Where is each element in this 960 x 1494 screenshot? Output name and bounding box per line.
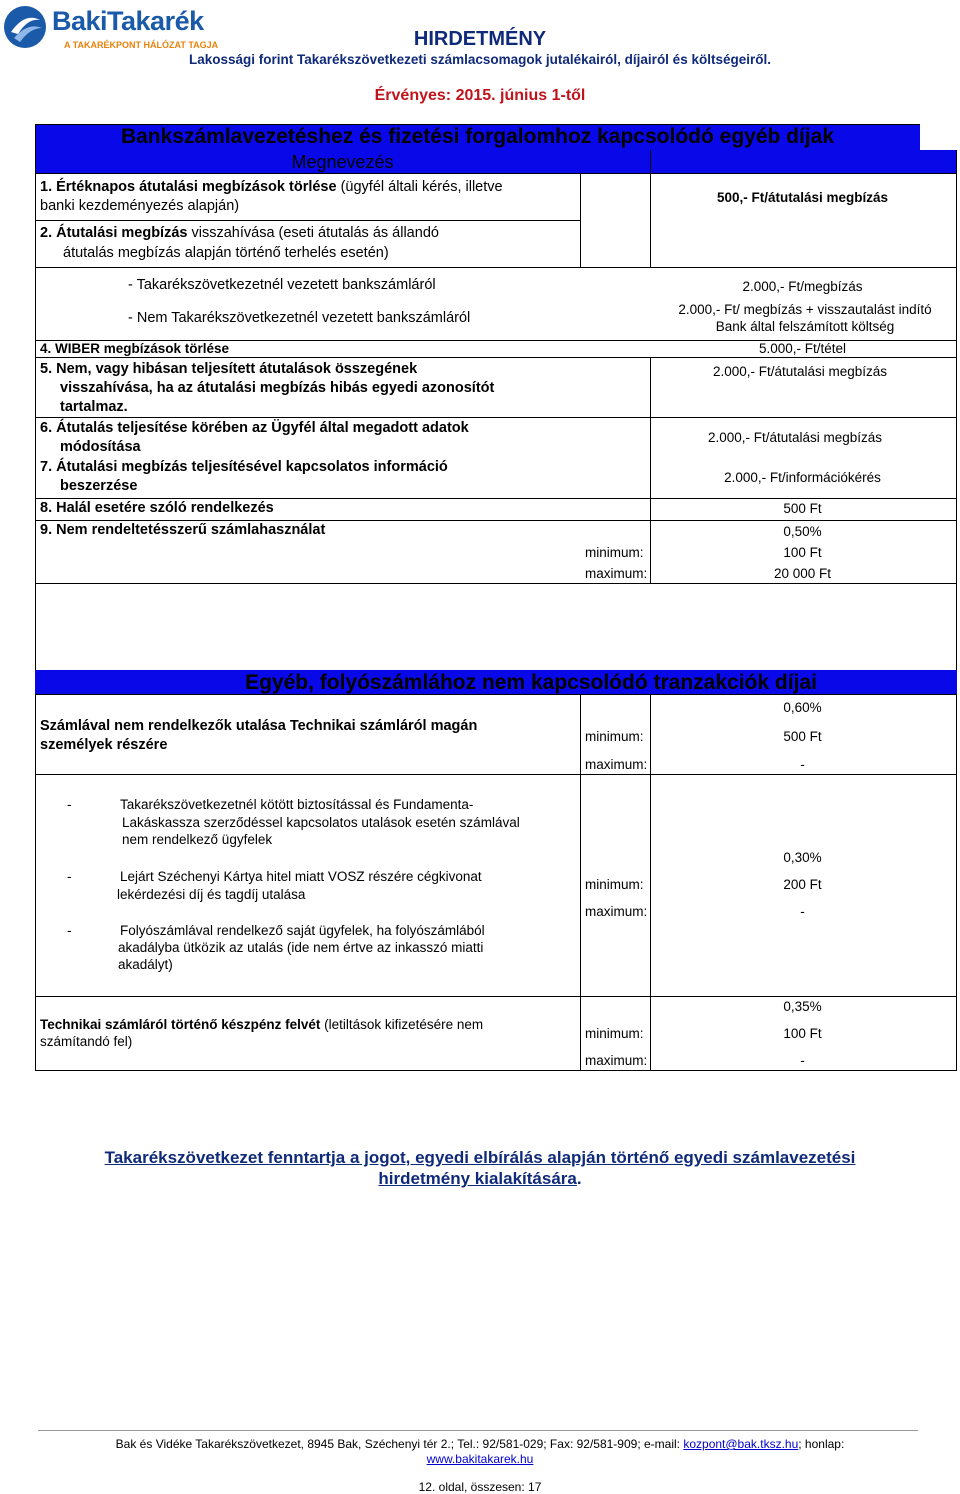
logo-tagline: A TAKARÉKPONT HÁLÓZAT TAGJA — [64, 40, 219, 50]
transaction-b-item-1-2: Lakáskassza szerződéssel kapcsolatos utalások esetén számlával — [122, 815, 520, 830]
page-title: HIRDETMÉNY — [413, 28, 547, 50]
transaction-a-max-label: maximum: — [585, 757, 648, 772]
transaction-b-min-label: minimum: — [585, 877, 644, 892]
transaction-a-min: 500 Ft — [783, 729, 822, 744]
page-number: 12. oldal, összesen: 17 — [418, 1480, 542, 1494]
column-header-name: Megnevezés — [35, 150, 650, 173]
divider — [35, 1070, 957, 1071]
divider — [35, 124, 920, 125]
transaction-c-min-label: minimum: — [585, 1026, 644, 1041]
transaction-a-max: - — [800, 757, 805, 772]
fee-row-2-desc: visszahívása (eseti átutalás ás állandó — [191, 225, 439, 241]
transaction-c-desc-2: számítandó fel) — [40, 1034, 133, 1049]
fee-row-8-title: 8. Halál esetére szóló rendelkezés — [40, 500, 274, 516]
transaction-b-item-3: Folyószámlával rendelkező saját ügyfelek, ha folyószámlából — [120, 923, 485, 938]
transaction-b-item-1: Takarékszövetkezetnél kötött biztosítással és Fundamenta- — [120, 797, 474, 812]
transaction-c-max: - — [800, 1053, 805, 1068]
closing-note-dot: . — [576, 1169, 582, 1188]
logo-text: BakiTakarék — [52, 6, 204, 36]
fee-row-2-sub-2: - Nem Takarékszövetkezetnél vezetett bankszámláról — [128, 310, 471, 326]
fee-row-2-title: 2. Átutalási megbízás — [40, 225, 188, 241]
fee-row-2-sub-2-value-2: Bank által felszámított költség — [715, 319, 895, 334]
section1-title: Bankszámlavezetéshez és fizetési forgalomhoz kapcsolódó egyéb díjak — [35, 124, 920, 150]
transaction-a-pct: 0,60% — [783, 700, 822, 715]
fee-row-7-value: 2.000,- Ft/információkérés — [724, 470, 881, 485]
divider — [580, 996, 581, 1070]
fee-row-9-max: 20 000 Ft — [773, 566, 832, 581]
fee-row-9-min-label: minimum: — [585, 545, 644, 560]
fee-row-4-value: 5.000,- Ft/tétel — [758, 341, 847, 356]
closing-note-2 — [0, 1168, 960, 1189]
transaction-b-item-3-2: akadályba ütközik az utalás (ide nem értve az inkasszó miatti — [118, 940, 484, 955]
transaction-b-bullet-3: - — [67, 923, 72, 938]
transaction-c-pct: 0,35% — [783, 999, 822, 1014]
fee-row-5-value: 2.000,- Ft/átutalási megbízás — [712, 364, 888, 379]
footer-divider — [38, 1430, 918, 1431]
transaction-b-min: 200 Ft — [783, 877, 822, 892]
transaction-a-title: Számlával nem rendelkezők utalása Technikai számláról magán — [40, 718, 478, 734]
divider — [35, 124, 36, 584]
fee-row-2-desc-2: átutalás megbízás alapján történő terhelés esetén) — [63, 245, 389, 261]
transaction-c-title: Technikai számláról történő készpénz felvét — [40, 1017, 321, 1032]
validity-date: Érvényes: 2015. június 1-től — [374, 87, 586, 104]
footer-address: Bak és Vidéke Takarékszövetkezet, 8945 Bak, Széchenyi tér 2.; Tel.: 92/581-029; Fax: 92/581-909; e-mail: — [115, 1437, 680, 1451]
fee-row-6-title-2: módosítása — [60, 439, 141, 455]
fee-row-9-title: 9. Nem rendeltetésszerű számlahasználat — [40, 522, 326, 538]
footer-web-label: ; honlap: — [798, 1437, 845, 1451]
fee-row-5-title-2: visszahívása, ha az átutalási megbízás hibás egyedi azonosítót — [60, 380, 495, 396]
divider — [35, 267, 957, 268]
transaction-b-pct: 0,30% — [783, 850, 822, 865]
transaction-b-max: - — [800, 904, 805, 919]
fee-row-9-value: 0,50% — [783, 524, 822, 539]
divider — [35, 694, 957, 695]
fee-row-2-sub-1: - Takarékszövetkezetnél vezetett bankszámláról — [128, 277, 436, 293]
fee-row-9-min: 100 Ft — [783, 545, 822, 560]
transaction-c-max-label: maximum: — [585, 1053, 648, 1068]
fee-row-4-title: 4. WIBER megbízások törlése — [40, 341, 230, 356]
footer-contact — [0, 1437, 960, 1452]
footer-email-link[interactable]: kozpont@bak.tksz.hu — [683, 1437, 799, 1451]
transaction-b-item-3-3: akadályt) — [118, 957, 173, 972]
footer-web-link[interactable]: www.bakitakarek.hu — [426, 1452, 534, 1466]
divider — [580, 220, 581, 267]
transaction-a-min-label: minimum: — [585, 729, 644, 744]
fee-row-7-title-2: beszerzése — [60, 478, 138, 494]
section2-title: Egyéb, folyószámlához nem kapcsolódó tranzakciók díjai — [35, 670, 957, 694]
fee-row-2-sub-1-value: 2.000,- Ft/megbízás — [742, 279, 863, 294]
fee-row-1-desc: (ügyfél általi kérés, illetve — [340, 179, 503, 195]
footer-web — [0, 1452, 960, 1467]
fee-row-2-sub-2-value: 2.000,- Ft/ megbízás + visszautalást indító — [678, 302, 932, 317]
fee-row-5-title: 5. Nem, vagy hibásan teljesített átutalások összegének — [40, 361, 418, 377]
transaction-b-item-1-3: nem rendelkező ügyfelek — [122, 832, 273, 847]
closing-note-2-text: hirdetmény kialakítására — [378, 1169, 577, 1188]
divider — [35, 774, 957, 775]
column-header-fee — [650, 150, 957, 173]
divider — [580, 173, 581, 220]
transaction-b-max-label: maximum: — [585, 904, 648, 919]
divider — [35, 583, 957, 584]
transaction-b-bullet-2: - — [67, 869, 72, 884]
fee-row-2 — [40, 224, 439, 243]
divider — [35, 220, 581, 221]
divider — [35, 417, 957, 418]
transaction-c-desc: (letiltások kifizetésére nem — [324, 1017, 484, 1032]
divider — [35, 173, 957, 174]
fee-row-1-title: 1. Értéknapos átutalási megbízások törlése — [40, 179, 337, 195]
fee-row-1-value: 500,- Ft/átutalási megbízás — [716, 190, 889, 205]
divider — [580, 774, 581, 996]
fee-row-1 — [40, 178, 503, 197]
fee-row-1-desc-2: banki kezdeményezés alapján) — [40, 198, 240, 214]
page-subtitle: Lakossági forint Takarékszövetkezeti számlacsomagok jutalékairól, díjairól és költségeiről. — [189, 52, 771, 67]
fee-row-7-title: 7. Átutalási megbízás teljesítésével kapcsolatos információ — [40, 459, 448, 475]
transaction-b-item-2-2: lekérdezési díj és tagdíj utalása — [117, 887, 306, 902]
transaction-a-title-2: személyek részére — [40, 737, 168, 753]
fee-row-6-title: 6. Átutalás teljesítése körében az Ügyfél által megadott adatok — [40, 420, 469, 436]
transaction-b-item-2: Lejárt Széchenyi Kártya hitel miatt VOSZ részére cégkivonat — [120, 869, 482, 884]
closing-note: Takarékszövetkezet fenntartja a jogot, egyedi elbírálás alapján történő egyedi számlavezetési — [104, 1148, 856, 1167]
transaction-b-bullet-1: - — [67, 797, 72, 812]
fee-row-6-value: 2.000,- Ft/átutalási megbízás — [707, 430, 883, 445]
fee-row-9-max-label: maximum: — [585, 566, 648, 581]
fee-row-8-value: 500 Ft — [783, 501, 822, 516]
fee-row-5-title-3: tartalmaz. — [60, 399, 128, 415]
divider — [580, 694, 581, 774]
transaction-c-min: 100 Ft — [783, 1026, 822, 1041]
divider — [956, 150, 957, 584]
